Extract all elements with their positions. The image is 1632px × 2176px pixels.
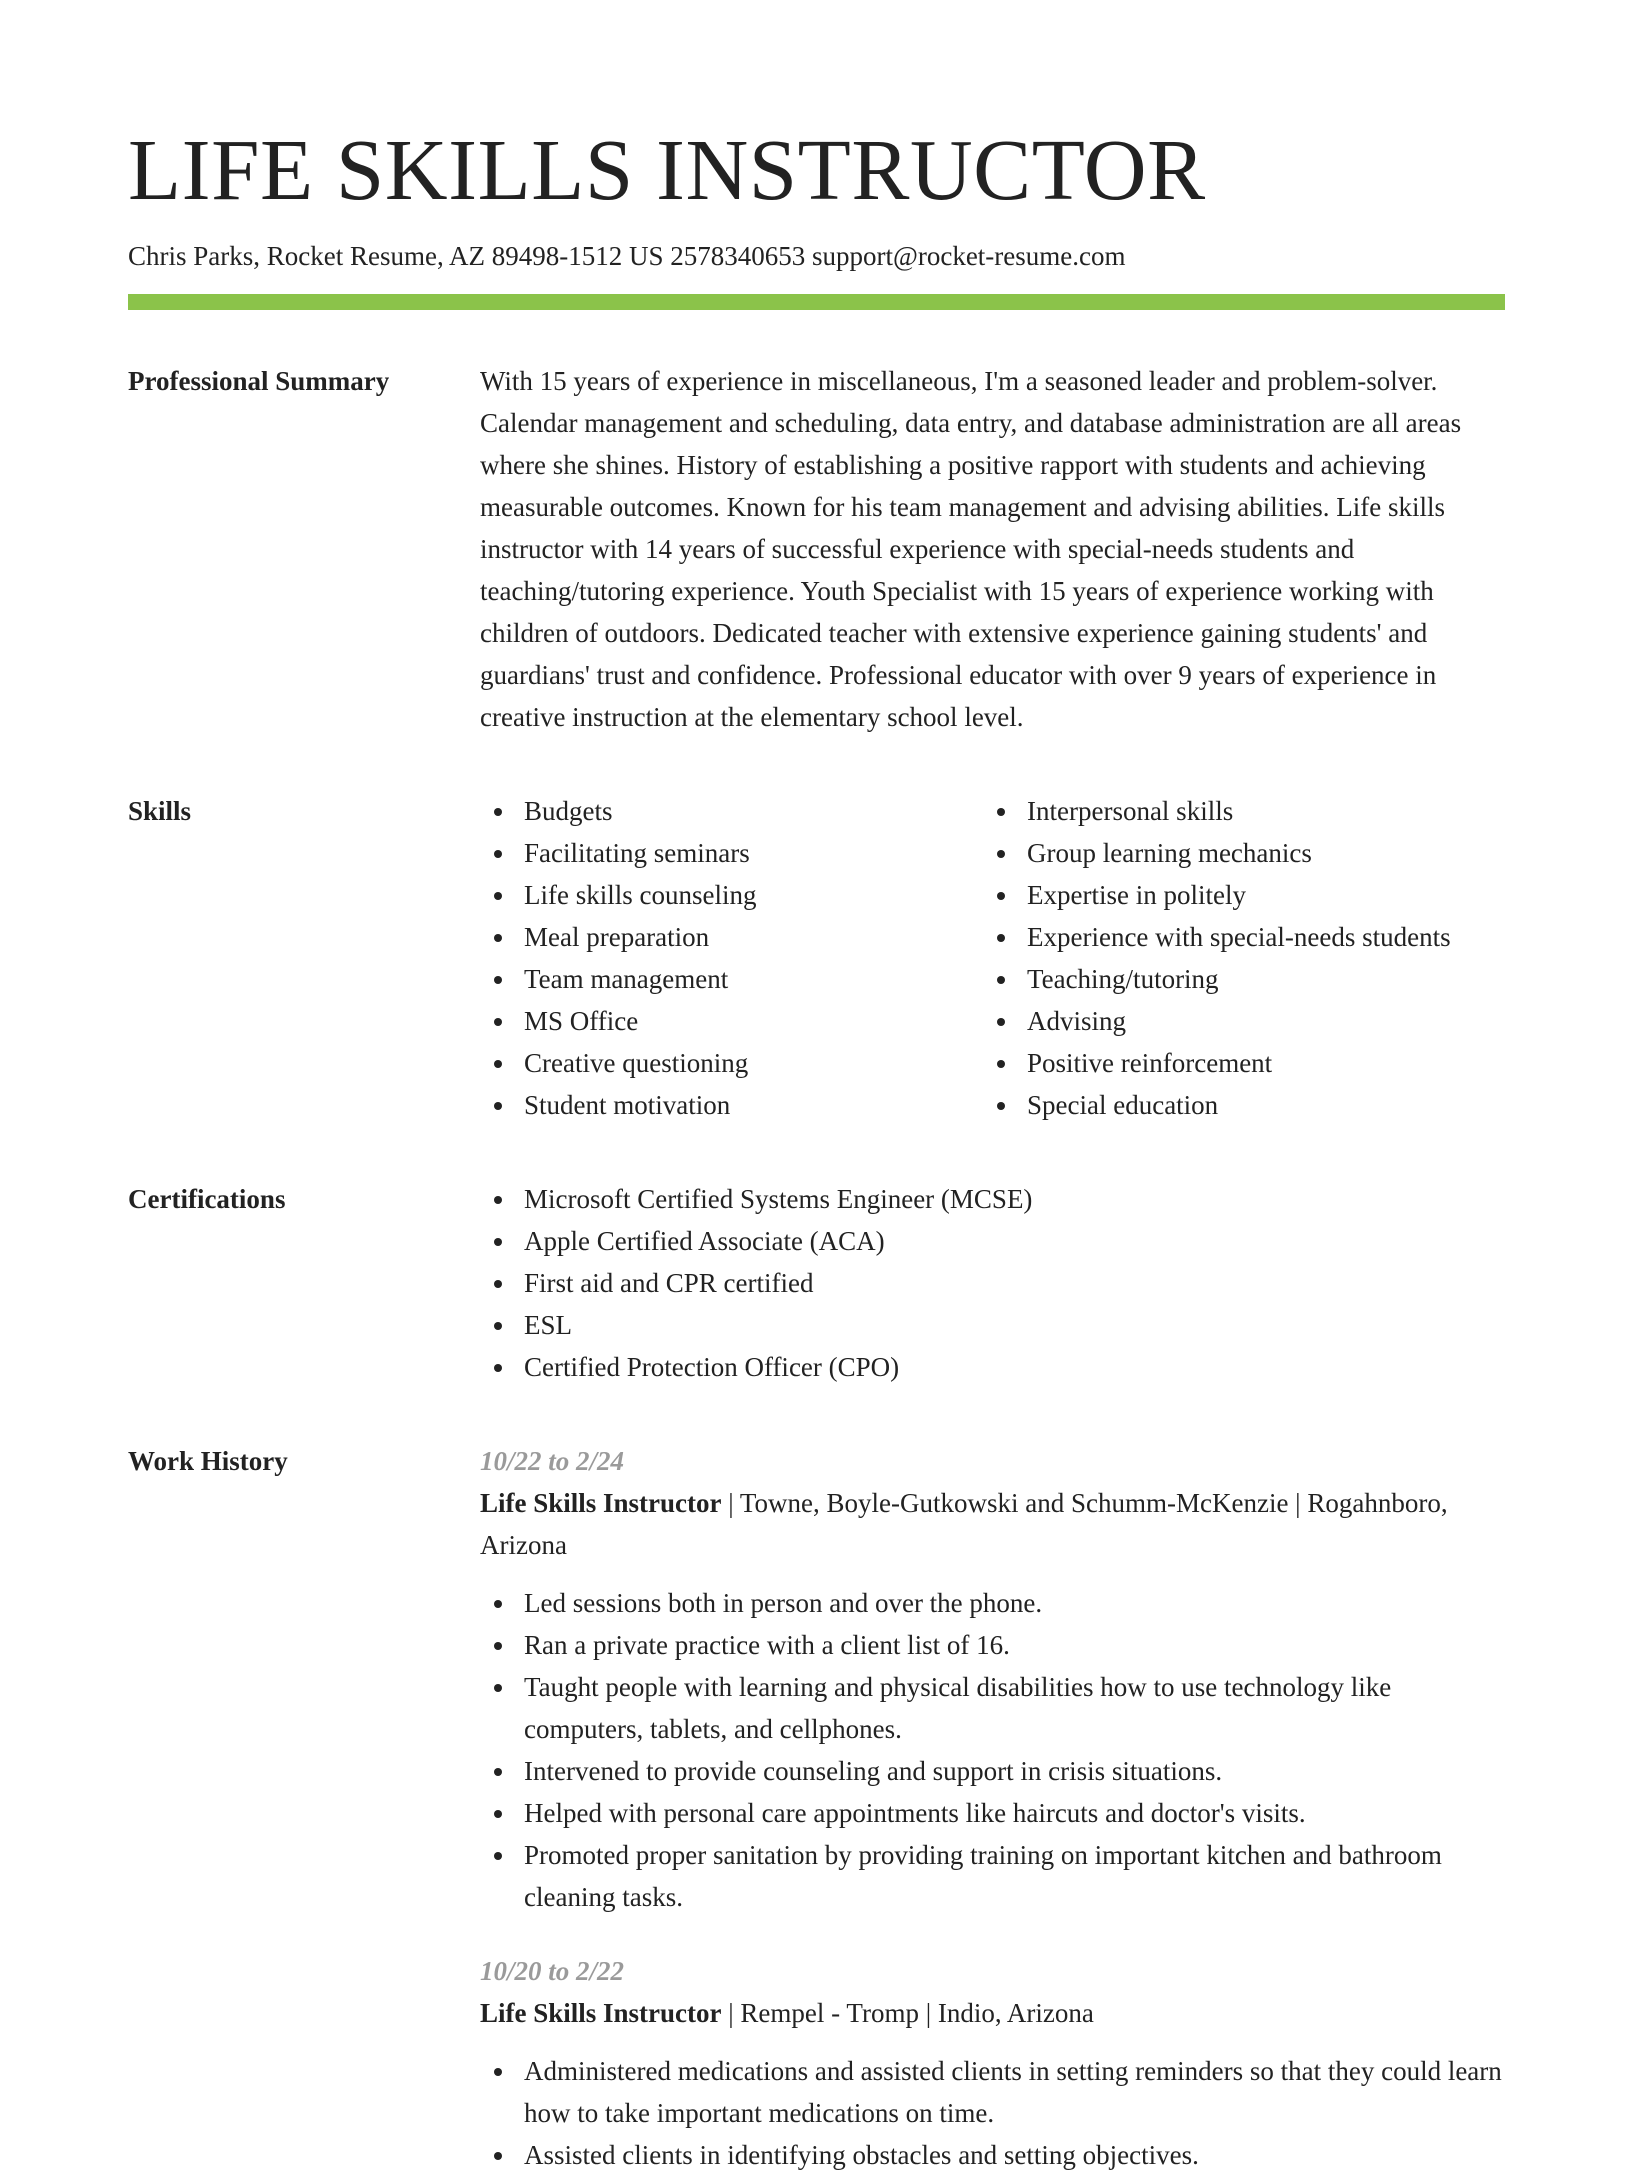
job-duty-item: Promoted proper sanitation by providing training on important kitchen and bathroom cleaning tasks. [480,1834,1505,1918]
job-employer-location: | Towne, Boyle-Gutkowski and Schumm-McKenzie | Rogahnboro, Arizona [480,1488,1448,1560]
job-duty-item: Assisted clients in identifying obstacles and setting objectives. [480,2134,1505,2176]
job-heading [480,1992,1505,2034]
skill-item: Team management [480,958,983,1000]
skill-item: Meal preparation [480,916,983,958]
skills-section [128,790,1505,1126]
skill-item: Student motivation [480,1084,983,1126]
job-duty-item: Ran a private practice with a client list of 16. [480,1624,1505,1666]
certifications-content [480,1178,1505,1388]
job-duty-item: Helped with personal care appointments like haircuts and doctor's visits. [480,1792,1505,1834]
skill-item: Interpersonal skills [983,790,1505,832]
certifications-list [480,1178,1505,1388]
skill-item: Positive reinforcement [983,1042,1505,1084]
skill-item: Creative questioning [480,1042,983,1084]
skill-item: Teaching/tutoring [983,958,1505,1000]
accent-divider [128,294,1505,310]
certification-item: ESL [480,1304,1505,1346]
skill-item: Life skills counseling [480,874,983,916]
skill-item: Facilitating seminars [480,832,983,874]
job-duty-item: Led sessions both in person and over the phone. [480,1582,1505,1624]
job-employer-location: | Rempel - Tromp | Indio, Arizona [721,1998,1094,2028]
skill-item: Budgets [480,790,983,832]
job-title: Life Skills Instructor [480,1488,722,1518]
certification-item: Certified Protection Officer (CPO) [480,1346,1505,1388]
skill-item: Group learning mechanics [983,832,1505,874]
section-label-work-history: Work History [128,1446,288,1476]
job-duty-item: Administered medications and assisted clients in setting reminders so that they could learn how to take important medications on time. [480,2050,1505,2134]
work-history-content [480,1440,1505,2176]
certification-item: First aid and CPR certified [480,1262,1505,1304]
job-duties-list [480,2050,1505,2176]
job-duties-list [480,1582,1505,1918]
section-label-certifications: Certifications [128,1184,286,1214]
skills-grid [480,790,1505,1126]
section-label-skills: Skills [128,796,192,826]
skill-item: Expertise in politely [983,874,1505,916]
certification-item: Microsoft Certified Systems Engineer (MCSE) [480,1178,1505,1220]
job-heading [480,1482,1505,1566]
job-duty-item: Intervened to provide counseling and support in crisis situations. [480,1750,1505,1792]
summary-text: With 15 years of experience in miscellaneous, I'm a seasoned leader and problem-solver. Calendar management and scheduling, data entry, and database administration are all areas where she shines. History of establishing a positive rapport with students and achieving measurable outcomes. Known for his team management and advising abilities. Life skills instructor with 14 years of successful experience with special-needs students and teaching/tutoring experience. Youth Specialist with 15 years of experience working with children of outdoors. Dedicated teacher with extensive experience gaining students' and guardians' trust and confidence. Professional educator with over 9 years of experience in creative instruction at the elementary school level. [480,366,1462,732]
section-label-summary: Professional Summary [128,366,390,396]
contact-line: Chris Parks, Rocket Resume, AZ 89498-1512 US 2578340653 support@rocket-resume.com [128,241,1126,271]
job-entry [480,1950,1505,2176]
skills-list-right [983,790,1505,1126]
certification-item: Apple Certified Associate (ACA) [480,1220,1505,1262]
skill-item: Advising [983,1000,1505,1042]
job-dates: 10/20 to 2/22 [480,1956,625,1986]
certifications-section [128,1178,1505,1388]
job-duty-item: Taught people with learning and physical disabilities how to use technology like computers, tablets, and cellphones. [480,1666,1505,1750]
job-entry [480,1440,1505,1918]
skill-item: MS Office [480,1000,983,1042]
job-title: Life Skills Instructor [480,1998,722,2028]
skill-item: Special education [983,1084,1505,1126]
work-history-section [128,1440,1505,2176]
summary-section [128,360,1505,738]
page-title: LIFE SKILLS INSTRUCTOR [128,121,1206,218]
skills-list-left [480,790,983,1126]
job-dates: 10/22 to 2/24 [480,1446,625,1476]
skill-item: Experience with special-needs students [983,916,1505,958]
